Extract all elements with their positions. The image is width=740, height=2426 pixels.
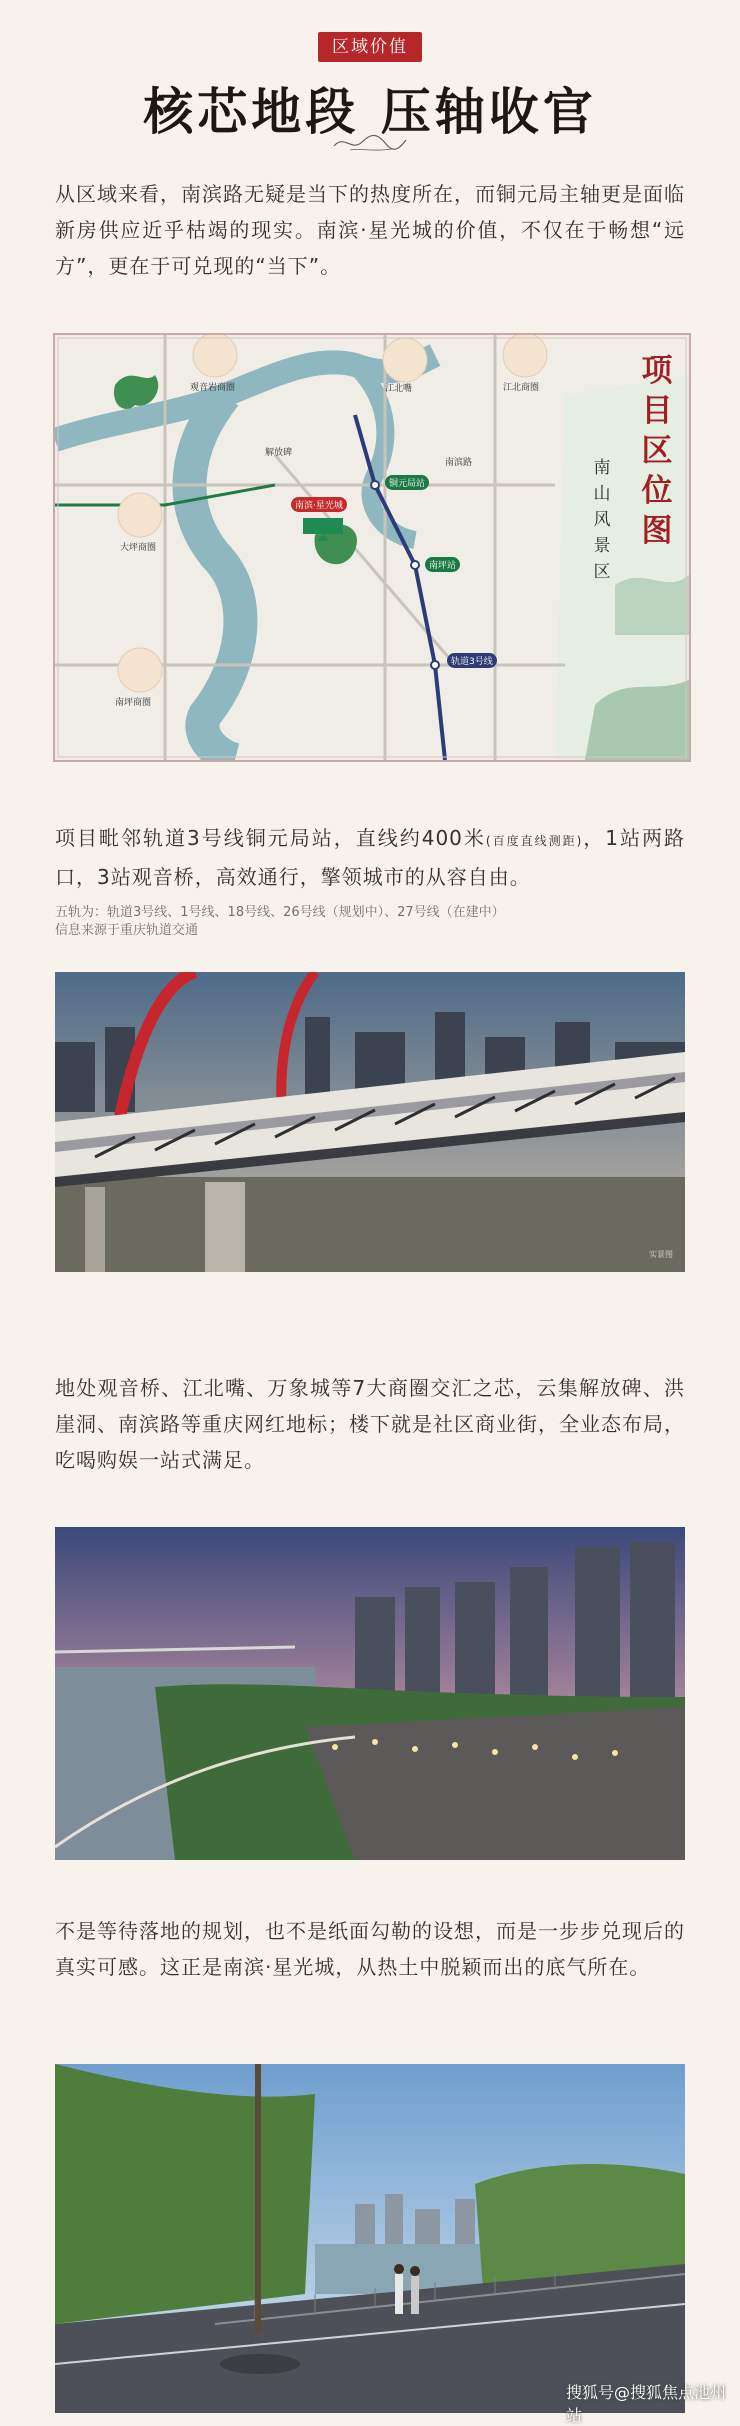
- map-label: 南坪商圈: [115, 698, 152, 708]
- location-map: [53, 333, 691, 762]
- signature-flourish: [330, 128, 410, 156]
- scenic-area-label: 南 山 风 景 区: [593, 458, 611, 582]
- commerce-paragraph: 地处观音桥、江北嘴、万象城等7大商圈交汇之芯，云集解放碑、洪崖洞、南滨路等重庆网红地标；楼下就是社区商业街，全业态布局，吃喝购娱一站式满足。: [55, 1376, 685, 1472]
- bridge-photo: [55, 972, 685, 1272]
- riverside-path-photo: [55, 2064, 685, 2413]
- section-tag: 区域价值: [318, 32, 422, 62]
- station-label: 铜元局站: [385, 475, 429, 490]
- map-label: 江北嘴: [385, 384, 413, 394]
- page-title: 核芯地段 压轴收官: [143, 83, 597, 141]
- watermark: 搜狐号@搜狐焦点池州站: [566, 2383, 727, 2425]
- photo-caption: 实景图: [649, 1250, 673, 1259]
- riverside-night-photo: [55, 1527, 685, 1860]
- metro-line-label: 轨道3号线: [447, 653, 497, 668]
- transport-paragraph: 项目毗邻轨道3号线铜元局站，直线约400米(百度直线测距)，1站两路口，3站观音桥，高效通行，擎领城市的从容自由。: [55, 826, 685, 889]
- map-label: 江北商圈: [503, 383, 540, 393]
- map-label: 观音岩商圈: [190, 383, 236, 393]
- transport-note: 五轨为：轨道3号线、1号线、18号线、26号线（规划中）、27号线（在建中）: [55, 905, 505, 920]
- intro-paragraph: 从区域来看，南滨路无疑是当下的热度所在，而铜元局主轴更是面临新房供应近乎枯竭的现实。南滨·星光城的价值，不仅在于畅想“远方”，更在于可兑现的“当下”。: [55, 182, 685, 278]
- map-label: 南滨路: [445, 458, 473, 468]
- map-label: 解放碑: [265, 448, 293, 458]
- map-title: 项 目 区 位 图: [641, 353, 673, 549]
- source-note: 信息来源于重庆轨道交通: [55, 923, 199, 938]
- project-marker-label: 南滨·星光城: [291, 497, 347, 512]
- station-label: 南坪站: [425, 557, 460, 572]
- map-label: 大坪商圈: [120, 543, 157, 553]
- closing-paragraph: 不是等待落地的规划，也不是纸面勾勒的设想，而是一步步兑现后的真实可感。这正是南滨·星光城，从热土中脱颖而出的底气所在。: [55, 1919, 685, 1979]
